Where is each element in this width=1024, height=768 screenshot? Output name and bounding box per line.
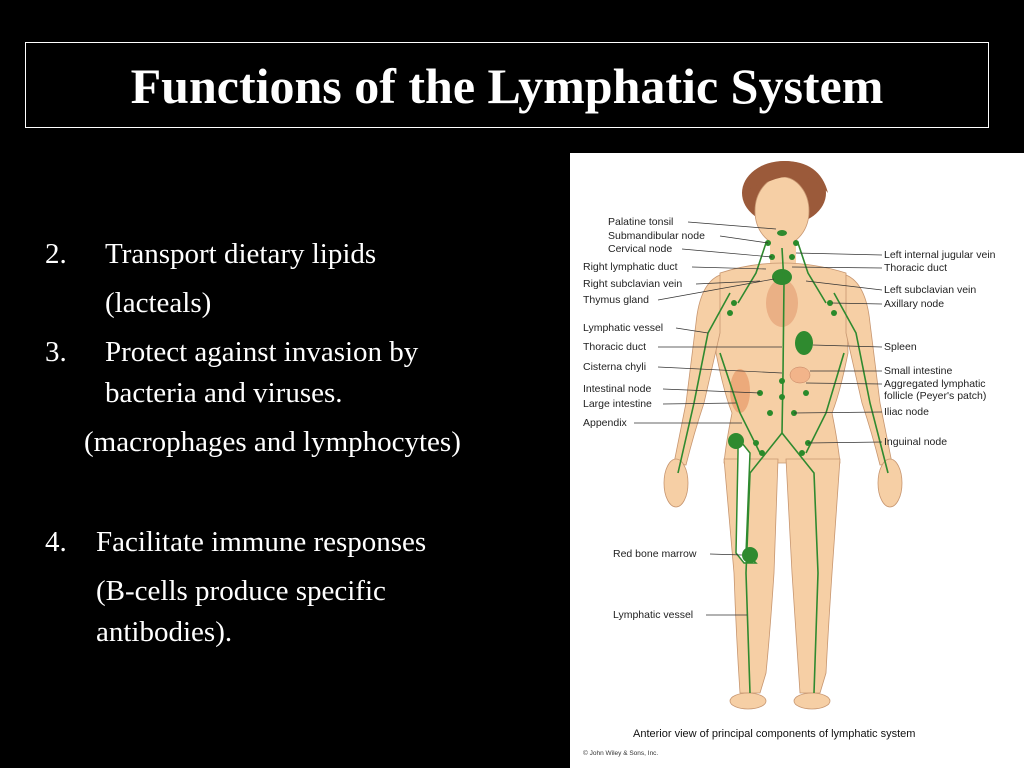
label-left-internal-jugular-vein: Left internal jugular vein: [884, 249, 996, 261]
label-left-subclavian-vein: Left subclavian vein: [884, 284, 977, 296]
label-palatine-tonsil: Palatine tonsil: [608, 216, 674, 228]
label-small-intestine: Small intestine: [884, 365, 953, 377]
item-2-line-1: Transport dietary lipids: [105, 238, 377, 270]
label-thymus-gland: Thymus gland: [583, 294, 649, 306]
label-intestinal-node: Intestinal node: [583, 383, 652, 395]
label-inguinal-node: Inguinal node: [884, 436, 948, 448]
lymphatic-system-figure: [570, 153, 1024, 768]
label-iliac-node: Iliac node: [884, 406, 929, 418]
label-thoracic-duct-left: Thoracic duct: [583, 341, 647, 353]
item-number-4: 4.: [45, 526, 67, 558]
item-number-3: 3.: [45, 336, 67, 368]
slide-title: Functions of the Lymphatic System: [130, 58, 884, 114]
label-red-bone-marrow: Red bone marrow: [613, 548, 697, 560]
item-number-2: 2.: [45, 238, 67, 270]
item-4-line-1: Facilitate immune responses: [96, 526, 427, 558]
label-appendix: Appendix: [583, 417, 627, 429]
label-cervical-node: Cervical node: [608, 243, 673, 255]
label-right-subclavian-vein: Right subclavian vein: [583, 278, 683, 290]
item-3-line-3: (macrophages and lymphocytes): [84, 426, 461, 458]
anatomy-illustration: [570, 153, 1024, 768]
item-4-line-2: (B-cells produce specific: [96, 575, 386, 607]
label-right-lymphatic-duct: Right lymphatic duct: [583, 261, 678, 273]
label-submandibular-node: Submandibular node: [608, 230, 705, 242]
item-3-line-1: Protect against invasion by: [105, 336, 419, 368]
label-lymphatic-vessel-upper: Lymphatic vessel: [583, 322, 664, 334]
figure-caption: Anterior view of principal components of lymphatic system: [633, 728, 916, 740]
label-aggregated-lymphatic: Aggregated lymphatic: [884, 378, 986, 390]
label-axillary-node: Axillary node: [884, 298, 945, 310]
label-cisterna-chyli: Cisterna chyli: [583, 361, 647, 373]
label-spleen: Spleen: [884, 341, 917, 353]
label-thoracic-duct-right: Thoracic duct: [884, 262, 948, 274]
item-3-line-2: bacteria and viruses.: [105, 377, 343, 409]
label-lymphatic-vessel-lower: Lymphatic vessel: [613, 609, 694, 621]
copyright-notice: © John Wiley & Sons, Inc.: [583, 750, 659, 757]
label-large-intestine: Large intestine: [583, 398, 652, 410]
label-peyers-patch: follicle (Peyer's patch): [884, 390, 987, 402]
item-2-line-2: (lacteals): [105, 287, 212, 319]
item-4-line-3: antibodies).: [96, 616, 233, 648]
